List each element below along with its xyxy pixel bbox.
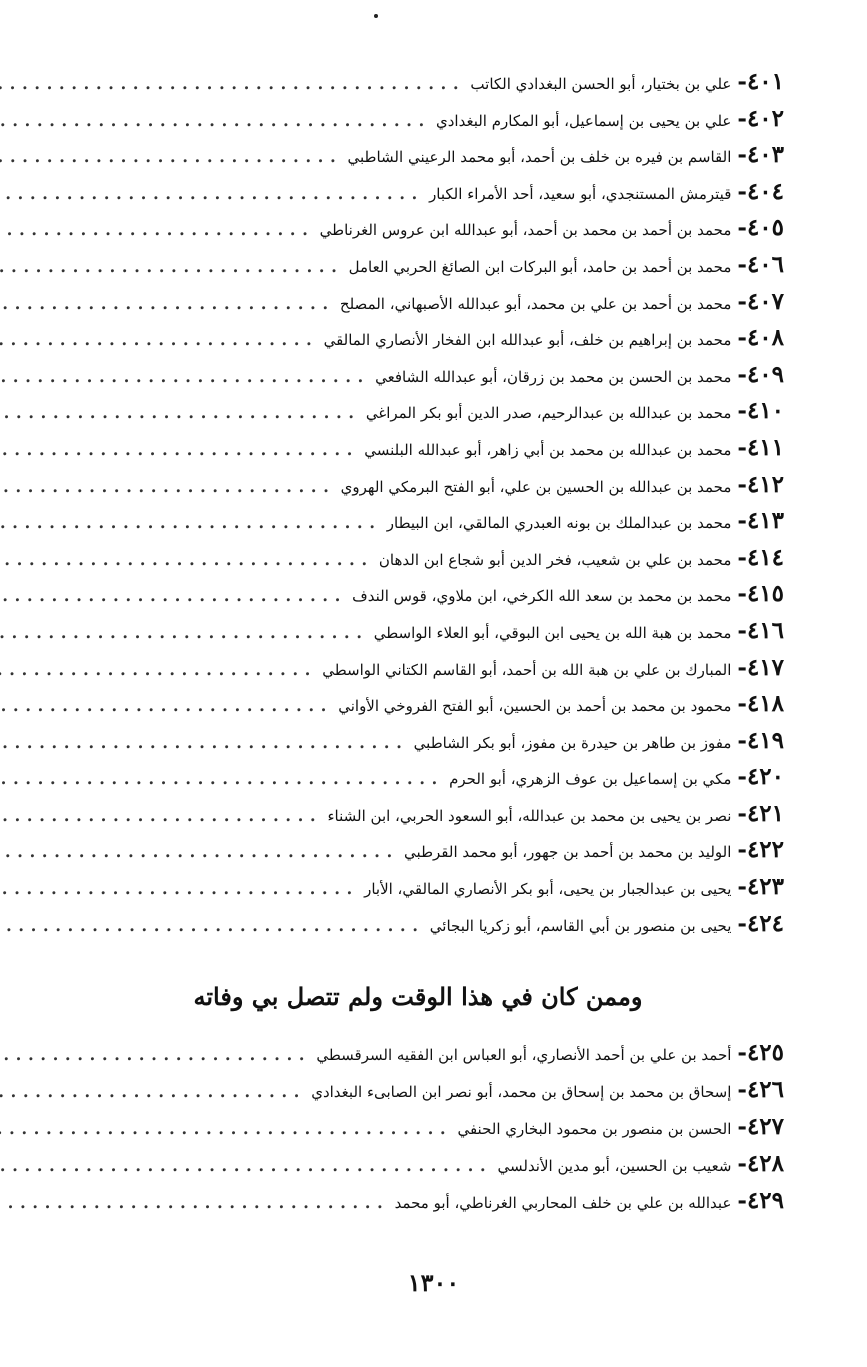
entry-separator: - — [737, 324, 747, 352]
dot-leader — [0, 1146, 491, 1183]
entry-number: ٤٢٠ — [746, 763, 784, 791]
entry-number: ٤١٨ — [746, 690, 784, 718]
index-entry — [28, 210, 784, 247]
entry-number: ٤١٣ — [746, 507, 784, 535]
page-number: ١٣٠٠ — [407, 1268, 460, 1297]
dot-leader — [0, 393, 360, 430]
dot-leader — [0, 723, 408, 760]
index-entry — [28, 64, 784, 101]
dot-leader — [0, 686, 332, 723]
entry-number: ٤٢١ — [746, 799, 784, 827]
dot-leader — [0, 320, 318, 357]
entry-number: ٤٢٩ — [746, 1187, 784, 1214]
index-entry — [28, 430, 784, 467]
index-entry — [28, 832, 784, 869]
entry-title: قيترمش المستنجدي، أبو سعيد، أحد الأمراء الكبار — [429, 184, 732, 203]
index-entry — [28, 686, 784, 723]
entry-number: ٤٠٥ — [746, 214, 784, 242]
index-entry — [28, 320, 784, 357]
entry-title: محمد بن أحمد بن محمد بن أحمد، أبو عبدالله ابن عروس الغرناطي — [319, 221, 732, 240]
entry-number: ٤٢٨ — [746, 1150, 784, 1177]
entry-separator: - — [737, 177, 747, 205]
entry-number: ٤٠٢ — [746, 104, 784, 132]
entry-separator: - — [737, 470, 747, 498]
index-entry — [28, 1108, 784, 1145]
index-entry — [28, 1182, 784, 1219]
entry-number: ٤٢٤ — [746, 909, 784, 937]
top-mark — [374, 14, 378, 18]
index-entry — [28, 137, 784, 174]
index-entry — [28, 174, 784, 211]
entry-separator: - — [737, 397, 747, 425]
index-entry — [28, 869, 784, 906]
entry-separator: - — [737, 104, 747, 132]
entry-title: محمد بن عبدالله بن الحسين بن علي، أبو الفتح البرمكي الهروي — [340, 477, 732, 496]
entry-title: علي بن يحيى بن إسماعيل، أبو المكارم البغدادي — [436, 111, 732, 130]
entry-title: محمد بن أحمد بن علي بن محمد، أبو عبدالله الأصبهاني، المصلح — [339, 294, 732, 313]
index-list-secondary — [28, 1034, 784, 1219]
entry-separator: - — [737, 799, 747, 827]
entry-separator: - — [737, 250, 747, 278]
dot-leader — [0, 613, 368, 650]
entry-number: ٤٠٣ — [746, 141, 784, 169]
dot-leader — [0, 503, 381, 540]
entry-number: ٤١٩ — [746, 726, 784, 754]
index-entry — [28, 540, 784, 577]
entry-number: ٤١٢ — [746, 470, 784, 498]
dot-leader — [0, 137, 342, 174]
dot-leader — [0, 247, 343, 284]
index-entry — [28, 503, 784, 540]
dot-leader — [0, 284, 334, 321]
index-list-main — [28, 64, 784, 942]
dot-leader — [0, 357, 369, 394]
entry-title: المبارك بن علي بن هبة الله بن أحمد، أبو القاسم الكتاني الواسطي — [322, 660, 732, 679]
entry-title: يحيى بن عبدالجبار بن يحيى، أبو بكر الأنصاري المالقي، الأبار — [364, 880, 732, 899]
entry-title: عبدالله بن علي بن خلف المحاربي الغرناطي، أبو محمد — [394, 1194, 732, 1212]
entry-title: إسحاق بن محمد بن إسحاق بن محمد، أبو نصر ابن الصابىء البغدادي — [311, 1083, 732, 1101]
index-entry — [28, 906, 784, 943]
entry-separator: - — [737, 836, 747, 864]
entry-separator: - — [737, 214, 747, 242]
dot-leader — [0, 869, 358, 906]
entry-separator: - — [737, 690, 747, 718]
index-entry — [28, 723, 784, 760]
dot-leader — [0, 1072, 305, 1109]
index-entry — [28, 1034, 784, 1071]
entry-separator: - — [737, 1076, 747, 1103]
dot-leader — [0, 430, 358, 467]
entry-number: ٤١٥ — [746, 580, 784, 608]
entry-separator: - — [737, 1187, 747, 1214]
entry-title: محمد بن إبراهيم بن خلف، أبو عبدالله ابن الفخار الأنصاري المالقي — [323, 331, 732, 350]
entry-separator: - — [737, 287, 747, 315]
dot-leader — [0, 1035, 310, 1072]
entry-number: ٤١٧ — [746, 653, 784, 681]
index-entry — [28, 393, 784, 430]
dot-leader — [0, 174, 423, 211]
entry-number: ٤٢٣ — [746, 873, 784, 901]
entry-title: محمد بن عبدالملك بن بونه العبدري المالقي، ابن البيطار — [386, 514, 732, 533]
entry-separator: - — [737, 141, 747, 169]
entry-separator: - — [737, 543, 747, 571]
index-entry — [28, 247, 784, 284]
dot-leader — [0, 64, 464, 101]
entry-number: ٤١١ — [746, 433, 784, 461]
entry-separator: - — [737, 726, 747, 754]
index-entry — [28, 467, 784, 504]
index-entry — [28, 796, 784, 833]
section-heading: وممن كان في هذا الوقت ولم تتصل بي وفاته — [193, 982, 643, 1011]
index-entry — [28, 650, 784, 687]
entry-title: محمد بن عبدالله بن عبدالرحيم، صدر الدين أبو بكر المراغي — [365, 404, 732, 423]
dot-leader — [0, 467, 335, 504]
index-entry — [28, 284, 784, 321]
entry-title: يحيى بن منصور بن أبي القاسم، أبو زكريا البجائي — [429, 916, 732, 935]
entry-number: ٤٠١ — [746, 68, 784, 95]
dot-leader — [0, 540, 373, 577]
dot-leader — [0, 1183, 389, 1220]
entry-number: ٤٢٦ — [746, 1076, 784, 1103]
entry-title: الحسن بن منصور بن محمود البخاري الحنفي — [457, 1120, 732, 1138]
index-entry — [28, 759, 784, 796]
dot-leader — [0, 832, 398, 869]
entry-separator: - — [737, 507, 747, 535]
entry-separator: - — [737, 653, 747, 681]
entry-separator: - — [737, 763, 747, 791]
dot-leader — [0, 210, 314, 247]
entry-separator: - — [737, 580, 747, 608]
index-entry — [28, 1071, 784, 1108]
entry-separator: - — [737, 616, 747, 644]
dot-leader — [0, 650, 316, 687]
entry-title: مكي بن إسماعيل بن عوف الزهري، أبو الحرم — [449, 770, 732, 789]
entry-title: الوليد بن محمد بن أحمد بن جهور، أبو محمد القرطبي — [404, 843, 732, 862]
dot-leader — [0, 1109, 451, 1146]
entry-number: ٤١٤ — [746, 543, 784, 571]
entry-separator: - — [737, 68, 747, 95]
index-entry — [28, 101, 784, 138]
entry-number: ٤٠٧ — [746, 287, 784, 315]
dot-leader — [0, 101, 430, 138]
entry-title: محمد بن الحسن بن محمد بن زرقان، أبو عبدالله الشافعي — [375, 367, 732, 386]
entry-separator: - — [737, 433, 747, 461]
entry-number: ٤٠٦ — [746, 250, 784, 278]
entry-title: القاسم بن فيره بن خلف بن أحمد، أبو محمد الرعيني الشاطبي — [347, 148, 732, 167]
entry-number: ٤٢٧ — [746, 1113, 784, 1140]
index-entry — [28, 576, 784, 613]
entry-number: ٤١٠ — [746, 397, 784, 425]
entry-title: محمد بن عبدالله بن محمد بن أبي زاهر، أبو عبدالله البلنسي — [364, 440, 732, 459]
entry-title: محمد بن أحمد بن حامد، أبو البركات ابن الصائغ الحربي العامل — [348, 257, 732, 276]
entry-title: محمد بن هبة الله بن يحيى ابن البوقي، أبو العلاء الواسطي — [373, 623, 732, 642]
entry-title: نصر بن يحيى بن محمد بن عبدالله، أبو السعود الحربي، ابن الشناء — [327, 806, 732, 825]
entry-title: محمد بن علي بن شعيب، فخر الدين أبو شجاع ابن الدهان — [378, 550, 732, 569]
index-entry — [28, 613, 784, 650]
dot-leader — [0, 906, 424, 943]
entry-title: شعيب بن الحسين، أبو مدين الأندلسي — [497, 1157, 732, 1175]
entry-number: ٤٠٩ — [746, 360, 784, 388]
entry-number: ٤٠٤ — [746, 177, 784, 205]
dot-leader — [0, 796, 321, 833]
dot-leader — [0, 759, 443, 796]
dot-leader — [0, 576, 346, 613]
entry-separator: - — [737, 360, 747, 388]
entry-title: أحمد بن علي بن أحمد الأنصاري، أبو العباس ابن الفقيه السرقسطي — [316, 1046, 732, 1064]
entry-title: محمد بن محمد بن سعد الله الكرخي، ابن ملاوي، قوس الندف — [352, 587, 732, 606]
entry-number: ٤٢٥ — [746, 1039, 784, 1066]
entry-separator: - — [737, 873, 747, 901]
entry-number: ٤١٦ — [746, 616, 784, 644]
entry-number: ٤٠٨ — [746, 324, 784, 352]
entry-title: مفوز بن طاهر بن حيدرة بن مفوز، أبو بكر الشاطبي — [413, 733, 732, 752]
index-entry — [28, 1145, 784, 1182]
index-entry — [28, 357, 784, 394]
entry-separator: - — [737, 909, 747, 937]
entry-separator: - — [737, 1150, 747, 1177]
entry-number: ٤٢٢ — [746, 836, 784, 864]
entry-title: علي بن بختيار، أبو الحسن البغدادي الكاتب — [470, 75, 732, 93]
entry-title: محمود بن محمد بن أحمد بن الحسين، أبو الفتح الفروخي الأواني — [338, 697, 732, 716]
entry-separator: - — [737, 1113, 747, 1140]
entry-separator: - — [737, 1039, 747, 1066]
